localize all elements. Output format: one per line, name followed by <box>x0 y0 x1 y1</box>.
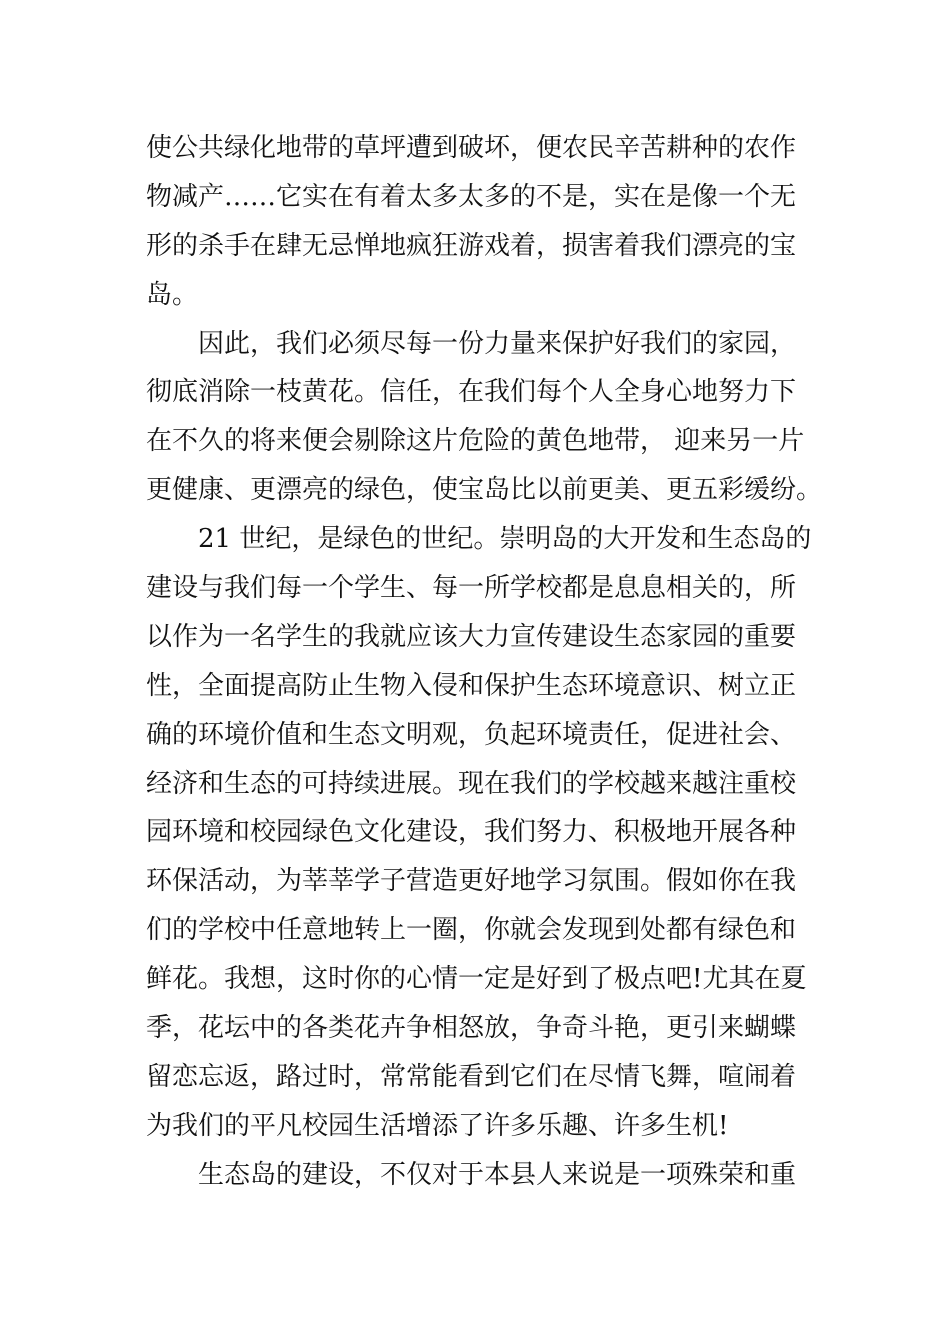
text-line: 为我们的平凡校园生活增添了许多乐趣、许多生机! <box>146 1110 729 1141</box>
text-line: 性，全面提高防止生物入侵和保护生态环境意识、树立正 <box>146 670 797 701</box>
text-line: 经济和生态的可持续进展。现在我们的学校越来越注重校 <box>146 768 797 799</box>
text-line: 更健康、更漂亮的绿色，使宝岛比以前更美、更五彩缓纷。 <box>146 475 823 506</box>
text-line: 环保活动，为莘莘学子营造更好地学习氛围。假如你在我 <box>146 866 797 897</box>
text-line: 确的环境价值和生态文明观，负起环境责任，促进社会、 <box>146 719 797 750</box>
text-line: 在不久的将来便会剔除这片危险的黄色地带， 迎来另一片 <box>146 426 805 457</box>
text-line: 物减产……它实在有着太多太多的不是，实在是像一个无 <box>146 181 797 212</box>
text-line: 彻底消除一枝黄花。信任，在我们每个人全身心地努力下 <box>146 377 797 408</box>
text-line: 以作为一名学生的我就应该大力宣传建设生态家园的重要 <box>146 621 797 652</box>
text-line: 建设与我们每一个学生、每一所学校都是息息相关的，所 <box>146 573 797 604</box>
body-text <box>146 124 823 1200</box>
text-line: 季，花坛中的各类花卉争相怒放，争奇斗艳，更引来蝴蝶 <box>146 1013 797 1044</box>
text-line: 21 世纪，是绿色的世纪。崇明岛的大开发和生态岛的 <box>198 524 812 555</box>
text-line: 使公共绿化地带的草坪遭到破坏，便农民辛苦耕种的农作 <box>146 133 797 163</box>
text-line: 因此，我们必须尽每一份力量来保护好我们的家园， <box>198 328 797 359</box>
text-line: 留恋忘返，路过时，常常能看到它们在尽情飞舞，喧闹着 <box>146 1061 797 1092</box>
text-line: 生态岛的建设，不仅对于本县人来说是一项殊荣和重 <box>198 1159 797 1190</box>
text-line: 形的杀手在肆无忌惮地疯狂游戏着，损害着我们漂亮的宝 <box>146 230 797 261</box>
text-line: 们的学校中任意地转上一圈，你就会发现到处都有绿色和 <box>146 915 797 946</box>
text-line: 鲜花。我想，这时你的心情一定是好到了极点吧!尤其在夏 <box>146 964 807 995</box>
text-line: 岛。 <box>146 279 199 310</box>
text-line: 园环境和校园绿色文化建设，我们努力、积极地开展各种 <box>146 817 797 848</box>
